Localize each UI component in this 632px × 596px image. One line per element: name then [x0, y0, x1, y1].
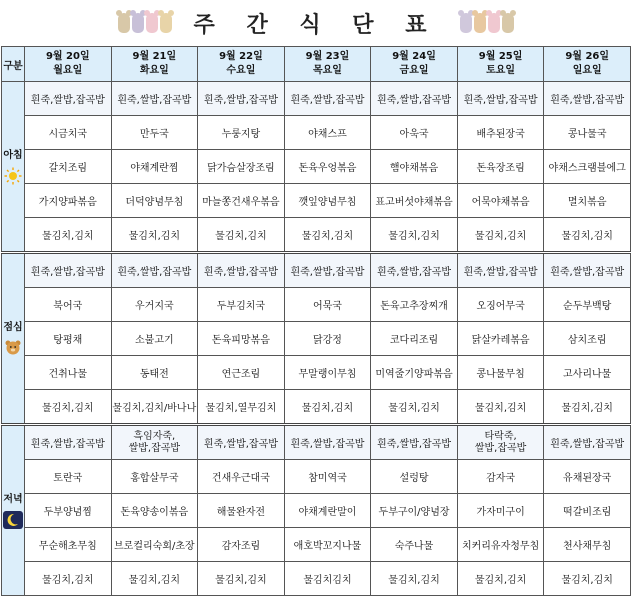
day-date: 9월 21일 — [132, 51, 177, 62]
day-weekday: 금요일 — [399, 65, 429, 76]
menu-row — [2, 356, 631, 390]
mouse-icon — [502, 13, 514, 33]
menu-cell: 설렁탕 — [371, 460, 458, 494]
mouse-icon — [118, 13, 130, 33]
menu-cell: 두부양념찜 — [25, 494, 112, 528]
menu-cell: 삼치조림 — [544, 322, 631, 356]
menu-cell: 더덕양념무침 — [111, 184, 198, 218]
bear-icon — [2, 339, 24, 360]
day-header — [25, 47, 112, 82]
menu-cell: 마늘쫑건새우볶음 — [198, 184, 285, 218]
mouse-icon — [488, 13, 500, 33]
menu-cell: 돈육피망볶음 — [198, 322, 285, 356]
day-header — [371, 47, 458, 82]
menu-cell: 돈육장조림 — [457, 150, 544, 184]
menu-cell: 미역줄기양파볶음 — [371, 356, 458, 390]
day-date: 9월 22일 — [219, 51, 263, 62]
day-header — [111, 47, 198, 82]
menu-cell: 흰죽,쌀밥,잡곡밥 — [544, 82, 631, 116]
day-weekday: 일요일 — [572, 65, 602, 76]
menu-cell: 흰죽,쌀밥,잡곡밥 — [284, 425, 371, 460]
menu-cell: 흰죽,쌀밥,잡곡밥 — [371, 253, 458, 288]
mouse-icon — [460, 13, 472, 33]
menu-cell: 아욱국 — [371, 116, 458, 150]
mouse-icon — [474, 13, 486, 33]
menu-row — [2, 116, 631, 150]
menu-cell: 브로컬리숙회/초장 — [111, 528, 198, 562]
menu-cell: 토란국 — [25, 460, 112, 494]
menu-cell: 코다리조림 — [371, 322, 458, 356]
menu-cell: 흰죽,쌀밥,잡곡밥 — [198, 253, 285, 288]
menu-cell: 흰죽,쌀밥,잡곡밥 — [25, 82, 112, 116]
day-date: 9월 24일 — [392, 51, 436, 62]
menu-body — [2, 82, 631, 596]
menu-cell: 물김치,김치 — [544, 218, 631, 253]
menu-cell: 물김치,김치 — [198, 562, 285, 596]
page-title: 주 간 식 단 표 — [193, 12, 439, 38]
title-bar — [0, 0, 632, 46]
menu-cell: 애호박꼬지나물 — [284, 528, 371, 562]
menu-cell: 돈육고추장찌개 — [371, 288, 458, 322]
menu-cell: 누룽지탕 — [198, 116, 285, 150]
menu-cell: 야채스프 — [284, 116, 371, 150]
menu-cell: 감자국 — [457, 460, 544, 494]
menu-cell: 흰죽,쌀밥,잡곡밥 — [371, 82, 458, 116]
menu-cell: 야채스크램블에그 — [544, 150, 631, 184]
menu-cell: 동태전 — [111, 356, 198, 390]
menu-cell: 참미역국 — [284, 460, 371, 494]
menu-row — [2, 494, 631, 528]
menu-cell: 홍합살무국 — [111, 460, 198, 494]
menu-cell: 흰죽,쌀밥,잡곡밥 — [457, 82, 544, 116]
menu-cell: 흰죽,쌀밥,잡곡밥 — [284, 82, 371, 116]
mouse-icon — [132, 13, 144, 33]
moon-icon — [2, 511, 24, 532]
menu-cell: 물김치,김치 — [111, 562, 198, 596]
menu-cell: 물김치,김치/바나나 — [111, 390, 198, 425]
menu-cell: 표고버섯야채볶음 — [371, 184, 458, 218]
header-row — [2, 47, 631, 82]
menu-cell: 흰죽,쌀밥,잡곡밥 — [198, 82, 285, 116]
menu-cell: 콩나물국 — [544, 116, 631, 150]
menu-row — [2, 460, 631, 494]
menu-cell: 유채된장국 — [544, 460, 631, 494]
menu-cell: 닭가슴살장조림 — [198, 150, 285, 184]
menu-row — [2, 184, 631, 218]
menu-cell: 무순해초무침 — [25, 528, 112, 562]
menu-cell: 야채계란말이 — [284, 494, 371, 528]
menu-cell: 물김치,김치 — [371, 218, 458, 253]
menu-row — [2, 390, 631, 425]
menu-cell: 연근조림 — [198, 356, 285, 390]
menu-cell: 배추된장국 — [457, 116, 544, 150]
menu-cell: 감자조림 — [198, 528, 285, 562]
menu-cell: 돈육우엉볶음 — [284, 150, 371, 184]
menu-cell: 만두국 — [111, 116, 198, 150]
menu-row — [2, 218, 631, 253]
menu-cell: 물김치,김치 — [25, 562, 112, 596]
menu-cell: 물김치,열무김치 — [198, 390, 285, 425]
menu-cell: 돈육양송이볶음 — [111, 494, 198, 528]
meal-label-2 — [2, 425, 25, 596]
menu-row — [2, 82, 631, 116]
menu-row — [2, 425, 631, 460]
menu-cell: 햄야채볶음 — [371, 150, 458, 184]
menu-cell: 어묵국 — [284, 288, 371, 322]
meal-label-0 — [2, 82, 25, 253]
menu-cell: 흰죽,쌀밥,잡곡밥 — [111, 253, 198, 288]
weekly-menu-table — [1, 46, 631, 596]
menu-cell: 물김치,김치 — [457, 562, 544, 596]
menu-row — [2, 253, 631, 288]
day-header — [457, 47, 544, 82]
menu-cell: 물김치,김치 — [284, 390, 371, 425]
menu-cell: 닭살카레볶음 — [457, 322, 544, 356]
menu-cell: 두부김치국 — [198, 288, 285, 322]
menu-cell: 물김치,김치 — [111, 218, 198, 253]
menu-cell: 흰죽,쌀밥,잡곡밥 — [544, 425, 631, 460]
menu-cell: 가자미구이 — [457, 494, 544, 528]
day-date: 9월 23일 — [305, 51, 350, 62]
menu-cell: 가지양파볶음 — [25, 184, 112, 218]
menu-cell: 흰죽,쌀밥,잡곡밥 — [544, 253, 631, 288]
day-date: 9월 20일 — [45, 51, 90, 62]
menu-cell: 갈치조림 — [25, 150, 112, 184]
menu-cell: 물김치,김치 — [284, 218, 371, 253]
menu-cell: 야채계란찜 — [111, 150, 198, 184]
day-weekday: 목요일 — [312, 65, 342, 76]
meal-label-text: 점심 — [3, 321, 23, 333]
day-weekday: 토요일 — [486, 65, 516, 76]
menu-cell: 건취나물 — [25, 356, 112, 390]
mouse-icon — [146, 13, 158, 33]
menu-cell: 물김치,김치 — [25, 390, 112, 425]
menu-cell: 순두부백탕 — [544, 288, 631, 322]
day-header — [284, 47, 371, 82]
menu-cell: 우거지국 — [111, 288, 198, 322]
meal-label-1 — [2, 253, 25, 425]
menu-cell: 무말랭이무침 — [284, 356, 371, 390]
menu-cell: 고사리나물 — [544, 356, 631, 390]
day-header — [198, 47, 285, 82]
menu-cell: 흰죽,쌀밥,잡곡밥 — [111, 82, 198, 116]
menu-cell: 두부구이/양념장 — [371, 494, 458, 528]
menu-cell: 흑임자죽, 쌀밥,잡곡밥 — [111, 425, 198, 460]
menu-cell: 흰죽,쌀밥,잡곡밥 — [284, 253, 371, 288]
menu-cell: 떡갈비조림 — [544, 494, 631, 528]
menu-cell: 물김치,김치 — [457, 390, 544, 425]
mouse-decoration-right — [460, 13, 514, 33]
menu-cell: 물김치,김치 — [25, 218, 112, 253]
menu-cell: 물김치,김치 — [198, 218, 285, 253]
menu-cell: 어묵야채볶음 — [457, 184, 544, 218]
menu-row — [2, 150, 631, 184]
menu-cell: 오징어무국 — [457, 288, 544, 322]
menu-row — [2, 288, 631, 322]
menu-cell: 치커리유자청무침 — [457, 528, 544, 562]
menu-cell: 물김치,김치 — [457, 218, 544, 253]
menu-cell: 콩나물무침 — [457, 356, 544, 390]
meal-label-text: 저녁 — [3, 493, 23, 505]
day-weekday: 화요일 — [139, 65, 169, 76]
day-date: 9월 25일 — [478, 51, 523, 62]
menu-cell: 멸치볶음 — [544, 184, 631, 218]
menu-cell: 해물완자전 — [198, 494, 285, 528]
menu-cell: 흰죽,쌀밥,잡곡밥 — [198, 425, 285, 460]
menu-cell: 시금치국 — [25, 116, 112, 150]
menu-cell: 건새우근대국 — [198, 460, 285, 494]
menu-cell: 물김치,김치 — [371, 390, 458, 425]
menu-cell: 북어국 — [25, 288, 112, 322]
menu-cell: 물김치,김치 — [371, 562, 458, 596]
day-weekday: 수요일 — [226, 65, 256, 76]
menu-cell: 천사채무침 — [544, 528, 631, 562]
day-date: 9월 26일 — [565, 51, 610, 62]
menu-cell: 흰죽,쌀밥,잡곡밥 — [25, 425, 112, 460]
menu-cell: 타락죽, 쌀밥,잡곡밥 — [457, 425, 544, 460]
sun-icon — [2, 167, 24, 188]
meal-label-text: 아침 — [3, 149, 23, 161]
menu-row — [2, 528, 631, 562]
menu-cell: 물김치김치 — [284, 562, 371, 596]
menu-row — [2, 322, 631, 356]
gubun-header: 구분 — [2, 47, 25, 82]
menu-row — [2, 562, 631, 596]
menu-cell: 숙주나물 — [371, 528, 458, 562]
menu-cell: 물김치,김치 — [544, 562, 631, 596]
mouse-icon — [160, 13, 172, 33]
menu-cell: 닭강정 — [284, 322, 371, 356]
menu-cell: 흰죽,쌀밥,잡곡밥 — [371, 425, 458, 460]
menu-cell: 깻잎양념무침 — [284, 184, 371, 218]
menu-cell: 흰죽,쌀밥,잡곡밥 — [25, 253, 112, 288]
menu-cell: 소불고기 — [111, 322, 198, 356]
day-weekday: 월요일 — [53, 65, 83, 76]
menu-cell: 탕평채 — [25, 322, 112, 356]
day-header — [544, 47, 631, 82]
mouse-decoration-left — [118, 13, 172, 33]
menu-cell: 흰죽,쌀밥,잡곡밥 — [457, 253, 544, 288]
menu-cell: 물김치,김치 — [544, 390, 631, 425]
